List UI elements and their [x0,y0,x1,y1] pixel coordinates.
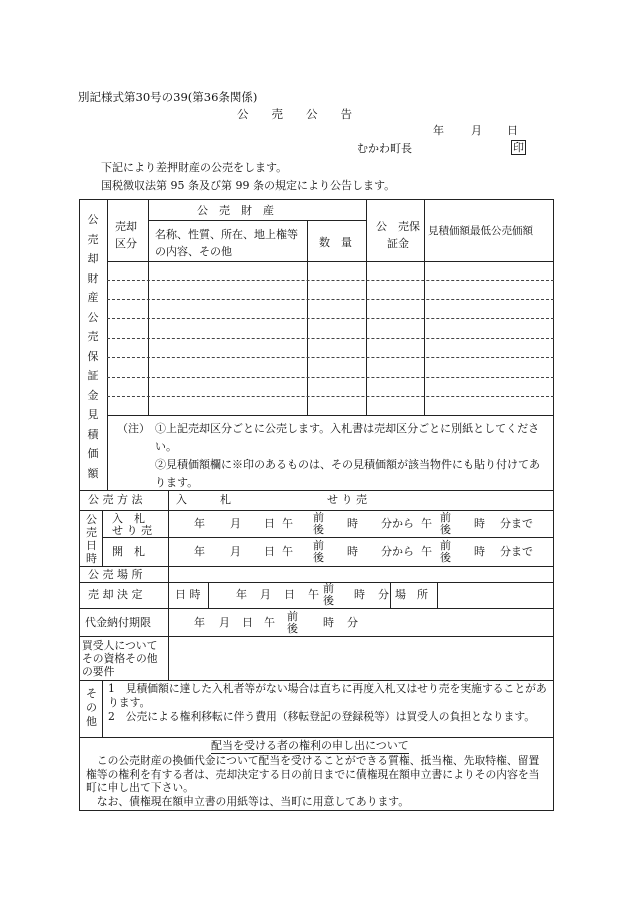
note-1: ①上記売却区分ごとに公売します。入札書は売却区分ごとに別紙としてください。 [155,422,540,453]
issuer: むかわ町長 [357,142,412,155]
method-label: 公 売 方 法 [88,493,143,506]
decision-datetime-label: 日 時 [175,588,201,601]
schedule-row-1-label-b: せ り 売 [112,524,152,537]
other-item-2: 2 公売による権利移転に伴う費用（移転登記の登録税等）は買受人の負担となります。 [108,710,536,723]
other-label: その他 [86,687,97,728]
note-2: ②見積価額欄に※印のあるものは、その見積価額が該当物件にも貼り付けてあります。 [155,458,540,489]
note-label: （注） [117,422,150,435]
col-description: 名称、性質、所在、地上権等の内容、その他 [155,228,298,258]
payment-label: 代金納付期限 [85,616,151,629]
side-label-property: 公売却財産公売保証金見積価額 [87,213,99,480]
col-quantity: 数 量 [319,236,352,249]
decision-place-label: 場 所 [395,588,428,601]
claim-text-2: なお、債権現在額申立書の用紙等は、当町に用意してあります。 [96,795,410,808]
buyer-requirements-label: 買受人についてその資格その他の要件 [82,639,158,678]
decision-label: 売 却 決 定 [88,588,143,601]
date-day: 日 [507,124,518,137]
form-id: 別記様式第30号の39(第36条関係) [78,90,258,104]
col-min-price: 見積価額最低公売価額 [428,225,533,237]
other-item-1: 1 見積価額に達した入札者等がない場合は直ちに再度入札又はせり売を実施することがあります。 [108,682,547,709]
col-sale-unit: 売却区分 [115,220,137,250]
method-option-2: せ り 売 [327,493,367,506]
seal-mark: 印 [513,141,524,154]
intro-line-2: 国税徴収法第 95 条及び第 99 条の規定により公告します。 [101,179,396,192]
method-option-1: 入 札 [176,493,231,506]
col-deposit: 公 売保証金 [376,220,420,250]
intro-line-1: 下記により差押財産の公売をします。 [101,161,288,174]
place-label: 公 売 場 所 [88,568,143,581]
date-year: 年 [433,124,444,137]
claim-text-1: この公売財産の換価代金について配当を受けることができる質権、抵当権、先取特権、留置権等の権利を有する者は、売却決定する日の前日までに債権現在額申立書によりその内容を当町に申し出て下さい。 [86,754,540,794]
claim-title: 配当を受ける者の権利の申し出について [211,739,409,752]
page-title: 公 売 公 告 [237,107,352,121]
schedule-side-label: 公売日時 [86,513,97,565]
date-month: 月 [471,124,482,137]
schedule-row-2-label: 開 札 [112,545,145,558]
col-property: 公 売 財 産 [197,204,274,217]
schedule-row-1-label-a: 入 札 [112,512,145,525]
